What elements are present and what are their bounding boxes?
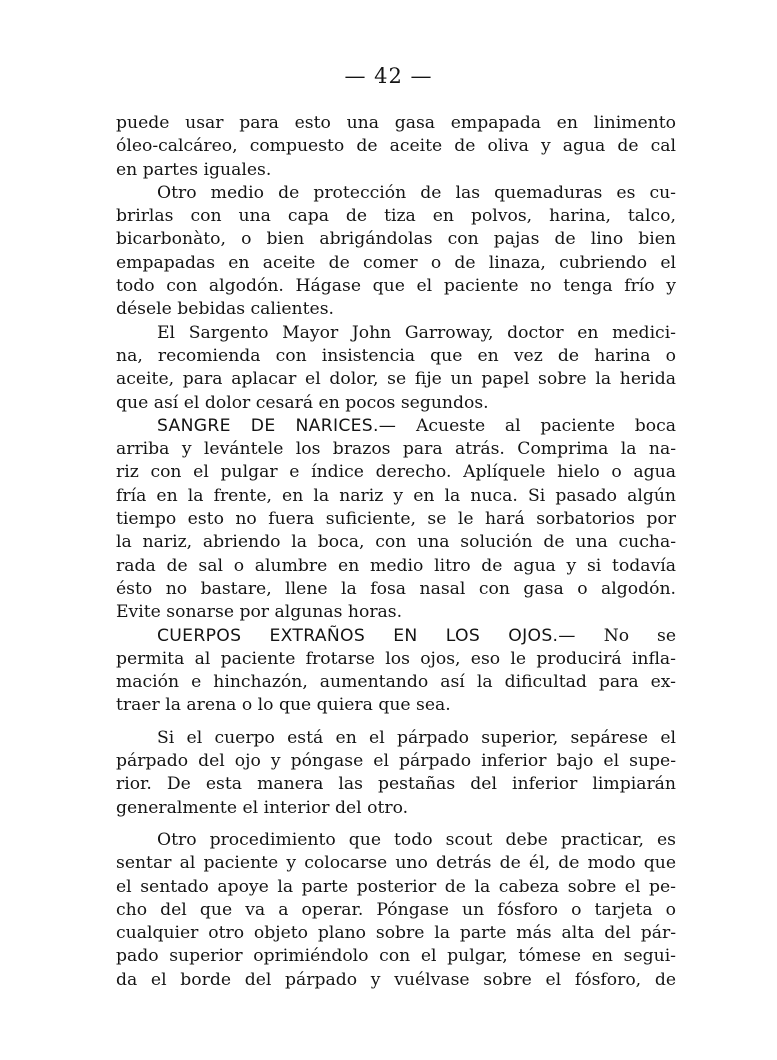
text-line: párpado del ojo y póngase el párpado inferior bajo el supe-	[116, 751, 676, 772]
paragraph	[116, 322, 676, 415]
text-line: da el borde del párpado y vuélvase sobre el fósforo, de	[116, 969, 676, 990]
text-line: bicarbonàto, o bien abrigándolas con pajas de lino bien	[116, 229, 676, 250]
section-heading-nosebleed: SANGRE DE NARICES.—	[157, 415, 397, 436]
text-line: la nariz, abriendo la boca, con una solución de una cucha-	[116, 532, 676, 553]
paragraph	[116, 829, 676, 992]
text-line: generalmente el interior del otro.	[116, 797, 409, 818]
text-line: óleo-calcáreo, compuesto de aceite de oliva y agua de cal	[116, 136, 676, 157]
page-number: — 42 —	[344, 64, 433, 88]
text-line	[116, 625, 676, 648]
text-line: mación e hinchazón, aumentando así la dificultad para ex-	[116, 672, 676, 693]
text-line: permita al paciente frotarse los ojos, eso le producirá infla-	[116, 648, 676, 669]
text-line	[116, 415, 676, 438]
text-line: arriba y levántele los brazos para atrás. Comprima la na-	[116, 439, 676, 460]
text-line: Evite sonarse por algunas horas.	[116, 602, 403, 623]
text-run: No se	[603, 625, 676, 646]
text-run: Acueste al paciente boca	[416, 415, 677, 436]
body-text	[116, 112, 676, 992]
text-line: Si el cuerpo está en el párpado superior, sepárese el	[157, 727, 676, 748]
text-line: na, recomienda con insistencia que en vez de harina o	[116, 345, 676, 366]
text-line: sentar al paciente y colocarse uno detrás de él, de modo que	[116, 853, 676, 874]
text-line: Otro procedimiento que todo scout debe practicar, es	[157, 829, 676, 850]
text-line: pado superior oprimiéndolo con el pulgar, tómese en segui-	[116, 946, 676, 967]
text-line: aceite, para aplacar el dolor, se fije un papel sobre la herida	[116, 369, 676, 390]
paragraph	[116, 182, 676, 322]
text-line: El Sargento Mayor John Garroway, doctor en medici-	[157, 322, 676, 343]
text-line: tiempo esto no fuera suficiente, se le hará sorbatorios por	[116, 509, 676, 530]
text-line: cualquier otro objeto plano sobre la parte más alta del pár-	[116, 923, 676, 944]
text-line: désele bebidas calientes.	[116, 299, 334, 320]
text-line: brirlas con una capa de tiza en polvos, harina, talco,	[116, 206, 676, 227]
text-line: cho del que va a operar. Póngase un fósforo o tarjeta o	[116, 899, 676, 920]
paragraph	[116, 112, 676, 182]
text-line: Otro medio de protección de las quemaduras es cu-	[157, 182, 676, 203]
text-line: en partes iguales.	[116, 159, 272, 180]
paragraph-nosebleed	[116, 415, 676, 625]
text-line: traer la arena o lo que quiera que sea.	[116, 695, 451, 716]
text-line: riz con el pulgar e índice derecho. Aplíquele hielo o agua	[116, 462, 676, 483]
text-line: puede usar para esto una gasa empapada en linimento	[116, 113, 676, 133]
section-heading-foreign-bodies: CUERPOS EXTRAÑOS EN LOS OJOS.—	[157, 625, 576, 646]
text-line: rada de sal o alumbre en medio litro de agua y si todavía	[116, 555, 676, 576]
text-line: que así el dolor cesará en pocos segundos.	[116, 392, 489, 413]
text-line: empapadas en aceite de comer o de linaza, cubriendo el	[116, 252, 676, 273]
text-line: rior. De esta manera las pestañas del inferior limpiarán	[116, 774, 676, 795]
text-line: fría en la frente, en la nariz y en la nuca. Si pasado algún	[116, 485, 676, 506]
paragraph	[116, 727, 676, 820]
text-line: todo con algodón. Hágase que el paciente no tenga frío y	[116, 276, 676, 297]
text-line: el sentado apoye la parte posterior de la cabeza sobre el pe-	[116, 876, 676, 897]
text-line: ésto no bastare, llene la fosa nasal con gasa o algodón.	[116, 578, 676, 599]
paragraph-foreign-bodies	[116, 625, 676, 718]
